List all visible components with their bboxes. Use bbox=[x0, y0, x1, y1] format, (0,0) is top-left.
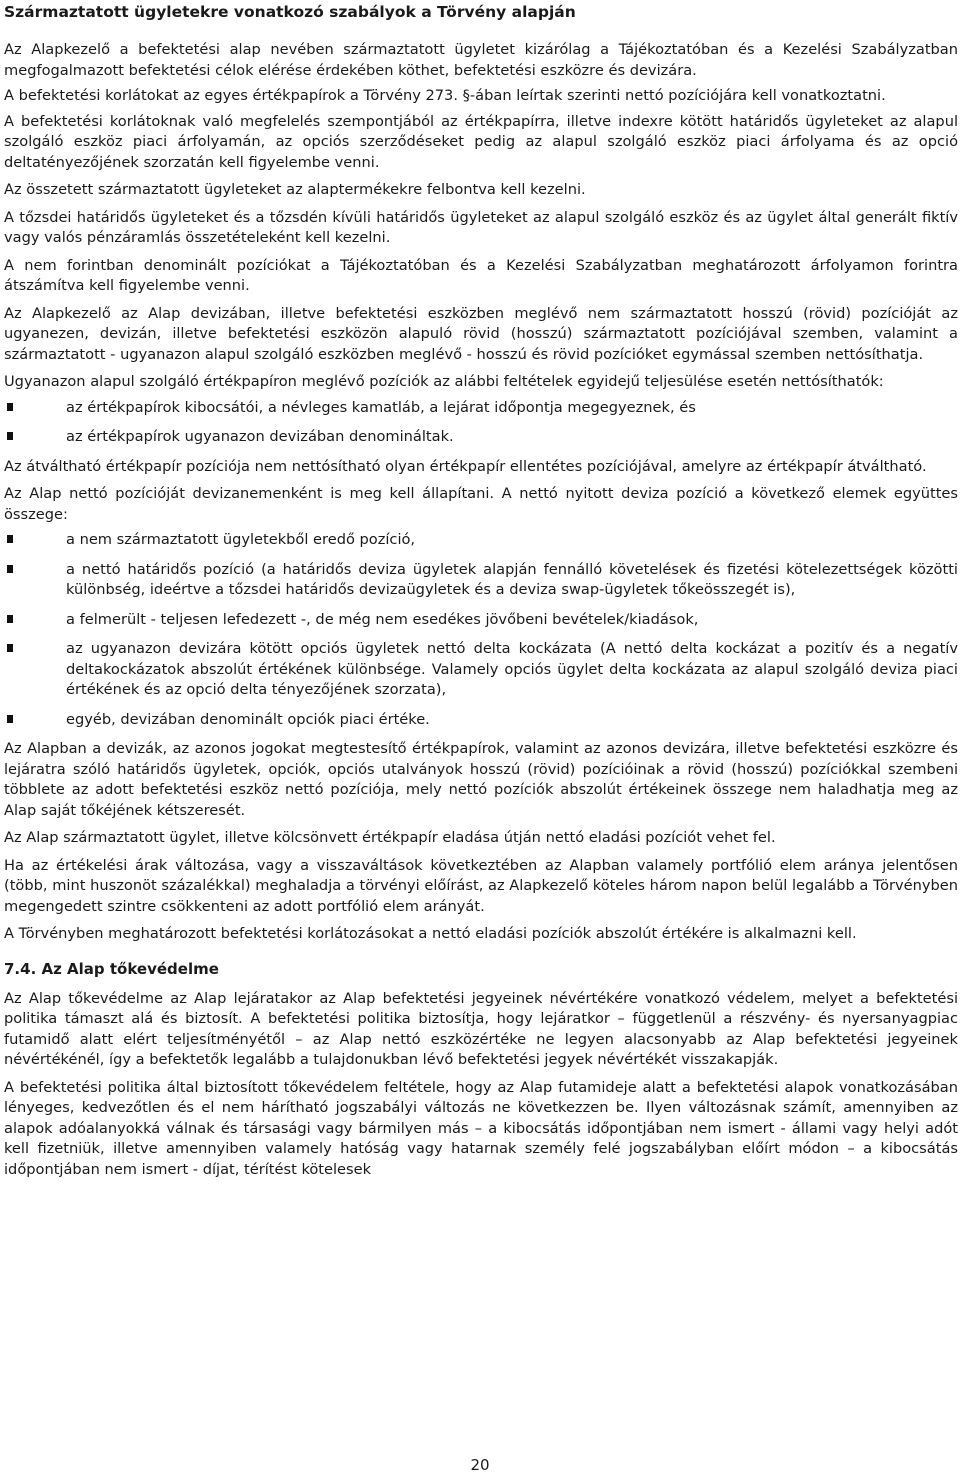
paragraph: A tőzsdei határidős ügyleteket és a tőzsdén kívüli határidős ügyleteket az alapul szolgáló eszköz és az ügylet által generált fiktív vagy valós pénzáramlás összetételeként kell kezelni. bbox=[4, 208, 958, 246]
paragraph: A Törvényben meghatározott befektetési korlátozásokat a nettó eladási pozíciók abszolút értékére is alkalmazni kell. bbox=[4, 925, 857, 942]
paragraph: Az Alap származtatott ügylet, illetve kölcsönvett értékpapír eladása útján nettó eladási pozíciót vehet fel. bbox=[4, 829, 776, 846]
bullet-list bbox=[4, 530, 958, 730]
paragraph: A nem forintban denominált pozíciókat a Tájékoztatóban és a Kezelési Szabályzatban meghatározott árfolyamon forintra átszámítva kell figyelembe venni. bbox=[4, 256, 958, 294]
paragraph: Az átváltható értékpapír pozíciója nem nettósítható olyan értékpapír ellentétes pozíciójával, amelyre az értékpapír átváltható. bbox=[4, 457, 927, 475]
list-item-text: az értékpapírok ugyanazon devizában denomináltak. bbox=[66, 428, 454, 445]
page-number: 20 bbox=[470, 1456, 490, 1474]
bullet-square-icon bbox=[7, 644, 13, 652]
paragraph: Az Alap tőkevédelme az Alap lejáratakor az Alap befektetési jegyeinek névértékére vonatkozó védelem, melyet a befektetési politika támaszt alá és biztosít. A befektetési politika biztosítja, hogy lejáratkor – függetlenül a részvény- és nyersanyagpiac futamidő alatt elért teljesítményétől – az Alap nettó eszközértéke ne legyen alacsonyabb az Alap befektetési jegyeinek névértékénél, így a befektetők legalább a tulajdonukban lévő befektetési jegyek névértékét visszakapják. bbox=[4, 989, 958, 1068]
list-item bbox=[4, 427, 958, 448]
bullet-list bbox=[4, 398, 958, 448]
list-item bbox=[4, 530, 958, 551]
list-item-text: a nettó határidős pozíció (a határidős deviza ügyletek alapján fennálló követelések és fizetési kötelezettségek közötti különbség, ideértve a tőzsdei határidős devizaügyletek és a deviza swap-ügyletek tőkeösszegét is), bbox=[66, 560, 958, 598]
paragraph: Az összetett származtatott ügyleteket az alaptermékekre felbontva kell kezelni. bbox=[4, 181, 586, 198]
bullet-square-icon bbox=[7, 565, 13, 573]
list-item-text: az értékpapírok kibocsátói, a névleges kamatláb, a lejárat időpontja megegyeznek, és bbox=[66, 398, 696, 416]
paragraph: Ugyanazon alapul szolgáló értékpapíron meglévő pozíciók az alábbi feltételek egyidejű teljesülése esetén nettósíthatók: bbox=[4, 373, 884, 390]
paragraph: Az Alapban a devizák, az azonos jogokat megtestesítő értékpapírok, valamint az azonos devizára, illetve befektetési eszközre és lejáratra szóló határidős ügyletek, opciók, opciós utalványok hosszú (rövid) pozícióinak a rövid (hosszú) pozíciókkal szembeni többlete az adott befektetési eszköz nettó pozíciója, mely nettó pozíciók abszolút értékeinek összege nem haladhatja meg az Alap saját tőkéjének kétszeresét. bbox=[4, 740, 958, 819]
list-item bbox=[4, 398, 958, 419]
list-item bbox=[4, 639, 958, 701]
paragraph: Az Alap nettó pozícióját devizanemenként is meg kell állapítani. A nettó nyitott deviza pozíció a következő elemek együttes összege: bbox=[4, 485, 958, 523]
list-item bbox=[4, 560, 958, 601]
section-heading: Származtatott ügyletekre vonatkozó szabályok a Törvény alapján bbox=[4, 3, 576, 21]
subsection-title: 7.4. Az Alap tőkevédelme bbox=[4, 959, 219, 978]
bullet-square-icon bbox=[7, 615, 13, 623]
paragraph: A befektetési korlátokat az egyes értékpapírok a Törvény 273. §-ában leírtak szerinti nettó pozíciójára kell vonatkoztatni. bbox=[4, 87, 886, 104]
paragraph: Ha az értékelési árak változása, vagy a visszaváltások következtében az Alapban valamely portfólió elem aránya jelentősen (több, mint huszonöt százalékkal) meghaladja a törvényi előírást, az Alapkezelő köteles három napon belül legalább a Törvényben megengedett szintre csökkenteni az adott portfólió elem arányát. bbox=[4, 856, 958, 915]
paragraph: A befektetési korlátoknak való megfelelés szempontjából az értékpapírra, illetve indexre kötött határidős ügyleteket az alapul szolgáló eszköz piaci árfolyamán, az opciós szerződéseket pedig az alapul szolgáló eszköz piaci árfolyama és az opció deltatényezőjének szorzatán kell figyelembe venni. bbox=[4, 112, 958, 171]
list-item-text: a felmerült - teljesen lefedezett -, de még nem esedékes jövőbeni bevételek/kiadások, bbox=[66, 610, 699, 628]
paragraph: Az Alapkezelő az Alap devizában, illetve befektetési eszközben meglévő nem származtatott hosszú (rövid) pozícióját az ugyanezen, devizán, illetve befektetési eszközön alapuló rövid (hosszú) származtatott pozíciójával szemben, valamint a származtatott - ugyanazon alapul szolgáló eszközben meglévő - hosszú és rövid pozícióket egymással szemben nettósíthatja. bbox=[4, 304, 958, 363]
list-item-text: a nem származtatott ügyletekből eredő pozíció, bbox=[66, 531, 416, 548]
list-item-text: egyéb, devizában denominált opciók piaci értéke. bbox=[66, 710, 430, 728]
list-item-text: az ugyanazon devizára kötött opciós ügyletek nettó delta kockázata (A nettó delta kockázat a pozitív és a negatív deltakockázatok abszolút értékének különbsége. Valamely opciós ügylet delta kockázata az alapul szolgáló deviza piaci értékének és az opció delta tényezőjének szorzata), bbox=[66, 640, 958, 698]
paragraph: Az Alapkezelő a befektetési alap nevében származtatott ügyletet kizárólag a Tájékoztatóban és a Kezelési Szabályzatban megfogalmazott befektetési célok elérése érdekében köthet, befektetési eszközre és devizára. bbox=[4, 41, 958, 79]
bullet-square-icon bbox=[7, 535, 13, 543]
paragraph: A befektetési politika által biztosított tőkevédelem feltétele, hogy az Alap futamideje alatt a befektetési alapok vonatkozásában lényeges, kedvezőtlen és el nem hárítható jogszabályi változás ne következzen be. Ilyen változásnak számít, amennyiben az alapok adóalanyokká válnak és társasági vagy bármilyen más – a kibocsátás időpontjában nem ismert - állami vagy helyi adót kell fizetniük, illetve amennyiben valamely hatóság vagy hatarnak személy felé jogszabályban előírt módon – a kibocsátás időpontjában nem ismert - díjat, térítést kötelesek bbox=[4, 1078, 958, 1178]
bullet-square-icon bbox=[7, 715, 13, 723]
list-item bbox=[4, 610, 958, 631]
bullet-square-icon bbox=[7, 432, 13, 440]
document-page bbox=[4, 2, 958, 1185]
list-item bbox=[4, 710, 958, 731]
bullet-square-icon bbox=[7, 403, 13, 411]
